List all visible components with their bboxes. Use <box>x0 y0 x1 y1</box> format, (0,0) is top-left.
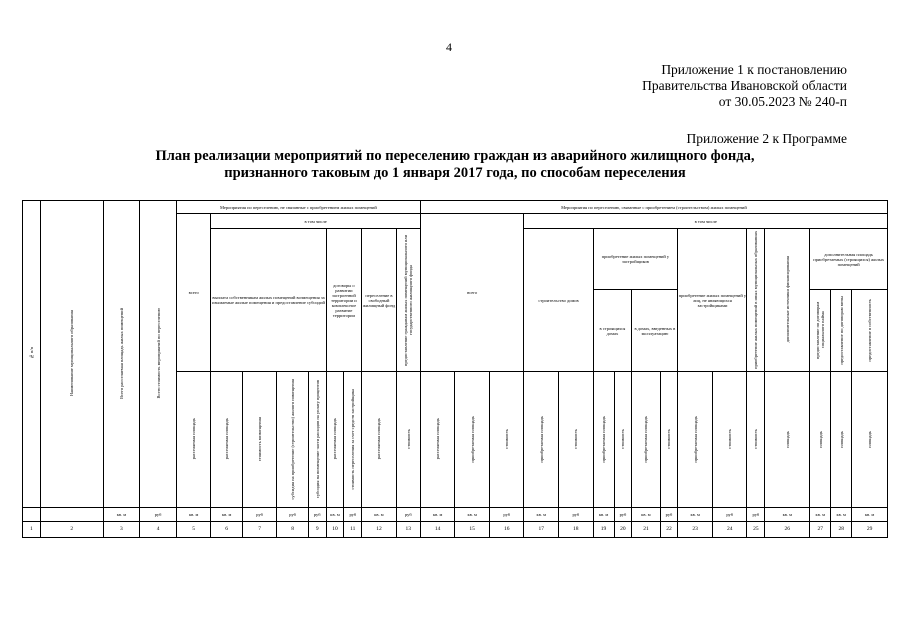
field-25: стоимость <box>747 372 765 508</box>
field-20: стоимость <box>614 372 632 508</box>
unit-cell: руб <box>559 508 594 522</box>
column-number: 5 <box>176 522 211 538</box>
unit-cell: кв. м <box>678 508 713 522</box>
unit-cell: кв. м <box>326 508 344 522</box>
g2-commissioned: в домах, введенных в эксплуатацию <box>632 290 678 372</box>
field-13: стоимость <box>396 372 420 508</box>
field-7: стоимость возмещения <box>242 372 277 508</box>
column-number: 25 <box>747 522 765 538</box>
unit-cell: руб <box>614 508 632 522</box>
g2-construction: строительство домов <box>524 229 593 372</box>
unit-cell: кв. м <box>420 508 455 522</box>
g1-territory-development: договоры о развитии застроенной территории и комплексное развитие территории <box>326 229 362 372</box>
unit-cell: руб <box>277 508 308 522</box>
unit-cell: руб <box>489 508 524 522</box>
unit-cell: кв. м <box>455 508 490 522</box>
units-row <box>23 508 888 522</box>
g2-other-municipalities: приобретение жилых помещений в иных муниципальных образованиях <box>747 229 765 372</box>
column-number: 26 <box>765 522 810 538</box>
column-number: 29 <box>852 522 888 538</box>
g1-free-fund: переселение в свободный жилищный фонд <box>362 229 397 372</box>
header-total-area: Всего расселяемая площадь жилых помещений <box>103 201 140 508</box>
g2-under-construction: в строящихся домах <box>593 290 632 372</box>
unit-cell: кв. м <box>831 508 852 522</box>
unit-cell: кв. м <box>632 508 660 522</box>
unit-cell: кв. м <box>176 508 211 522</box>
unit-cell: кв. м <box>362 508 397 522</box>
field-9: субсидия на возмещение части расходов на уплату процентов <box>308 372 326 508</box>
unit-cell: кв. м <box>211 508 242 522</box>
field-8: субсидия на приобретение (строительство) жилого помещения <box>277 372 308 508</box>
field-19: приобретаемая площадь <box>593 372 614 508</box>
document-title-line: признанного таковым до 1 января 2017 года, по способам переселения <box>224 165 686 181</box>
field-16: стоимость <box>489 372 524 508</box>
unit-cell: руб <box>747 508 765 522</box>
appendix-2-header: Приложение 2 к Программе <box>686 131 847 146</box>
appendix-1-line: Приложение 1 к постановлению <box>661 62 847 77</box>
unit-cell: кв. м <box>103 508 140 522</box>
appendix-1-line: Правительства Ивановской области <box>642 78 847 93</box>
column-number: 1 <box>23 522 41 538</box>
unit-cell: кв. м <box>852 508 888 522</box>
unit-cell: кв. м <box>524 508 559 522</box>
column-number: 13 <box>396 522 420 538</box>
column-number: 4 <box>140 522 177 538</box>
plan-table <box>22 200 888 538</box>
column-number: 8 <box>277 522 308 538</box>
field-17: приобретаемая площадь <box>524 372 559 508</box>
column-number: 11 <box>344 522 362 538</box>
column-number: 16 <box>489 522 524 538</box>
column-number: 17 <box>524 522 559 538</box>
field-27: площадь <box>810 372 831 508</box>
field-24: стоимость <box>712 372 747 508</box>
group-1-incl: в том числе <box>211 214 420 229</box>
column-numbers-row <box>23 522 888 538</box>
plan-table-wrapper <box>22 200 888 532</box>
field-28: площадь <box>831 372 852 508</box>
unit-cell: руб <box>660 508 678 522</box>
column-number: 7 <box>242 522 277 538</box>
g2-additional-area: дополнительная площадь приобретаемых (строящихся) жилых помещений <box>810 229 888 290</box>
column-number: 22 <box>660 522 678 538</box>
g2-from-non-developers: приобретение жилых помещений у лиц, не являющихся застройщиками <box>678 229 747 372</box>
column-number: 27 <box>810 522 831 538</box>
column-number: 6 <box>211 522 242 538</box>
g2-exchange: предоставление по договорам мены <box>831 290 852 372</box>
group-2-title: Мероприятия по переселению, связанные с приобретением (строительством) жилых помещений <box>420 201 887 214</box>
column-number: 23 <box>678 522 713 538</box>
g2-from-developers: приобретение жилых помещений у застройщиков <box>593 229 678 290</box>
column-number: 18 <box>559 522 594 538</box>
header-municipality: Наименование муниципального образования <box>40 201 103 508</box>
field-5: расселяемая площадь <box>176 372 211 508</box>
column-number: 20 <box>614 522 632 538</box>
unit-cell <box>40 508 103 522</box>
column-number: 3 <box>103 522 140 538</box>
field-14: расселяемая площадь <box>420 372 455 508</box>
g2-ownership: предоставление в собственность <box>852 290 888 372</box>
g1-compensation-subsidies: выплата собственникам жилых помещений возмещения за изымаемые жилые помещения и предоставление субсидий <box>211 229 326 372</box>
unit-cell: руб <box>396 508 420 522</box>
field-6: расселяемая площадь <box>211 372 242 508</box>
unit-cell: руб <box>308 508 326 522</box>
header-number: № п/п <box>23 201 41 508</box>
group-1-title: Мероприятия по переселению, не связанные с приобретением жилых помещений <box>176 201 420 214</box>
unit-cell: руб <box>344 508 362 522</box>
group-2-total: всего <box>420 214 524 372</box>
g2-additional-sources: дополнительные источники финансирования <box>765 229 810 372</box>
column-number: 24 <box>712 522 747 538</box>
g1-municipal-fund: предоставление гражданам жилых помещений муниципального или государственного жилищного фонда <box>396 229 420 372</box>
unit-cell: кв. м <box>765 508 810 522</box>
field-18: стоимость <box>559 372 594 508</box>
column-number: 19 <box>593 522 614 538</box>
document-title <box>60 148 850 182</box>
appendix-1-line: от 30.05.2023 № 240-п <box>718 94 847 109</box>
unit-cell: кв. м <box>810 508 831 522</box>
page-number: 4 <box>446 40 452 54</box>
document-title-line: План реализации мероприятий по переселению граждан из аварийного жилищного фонда, <box>155 148 755 164</box>
unit-cell <box>23 508 41 522</box>
field-11: стоимость переселения за счет средств застройщика <box>344 372 362 508</box>
group-1-total: всего <box>176 214 211 372</box>
field-15: приобретаемая площадь <box>455 372 490 508</box>
field-21: приобретаемая площадь <box>632 372 660 508</box>
unit-cell: руб <box>242 508 277 522</box>
column-number: 14 <box>420 522 455 538</box>
column-number: 15 <box>455 522 490 538</box>
unit-cell: кв. м <box>593 508 614 522</box>
field-10: расселяемая площадь <box>326 372 344 508</box>
field-26: площадь <box>765 372 810 508</box>
unit-cell: руб <box>140 508 177 522</box>
field-22: стоимость <box>660 372 678 508</box>
column-number: 21 <box>632 522 660 538</box>
field-29: площадь <box>852 372 888 508</box>
field-12: расселяемая площадь <box>362 372 397 508</box>
field-23: приобретаемая площадь <box>678 372 713 508</box>
header-total-cost: Всего стоимость мероприятий по переселению <box>140 201 177 508</box>
unit-cell: руб <box>712 508 747 522</box>
column-number: 2 <box>40 522 103 538</box>
column-number: 28 <box>831 522 852 538</box>
appendix-1-header <box>642 62 847 110</box>
column-number: 12 <box>362 522 397 538</box>
column-number: 9 <box>308 522 326 538</box>
g2-social-rent: предоставление по договорам социального найма <box>810 290 831 372</box>
group-2-incl: в том числе <box>524 214 888 229</box>
column-number: 10 <box>326 522 344 538</box>
